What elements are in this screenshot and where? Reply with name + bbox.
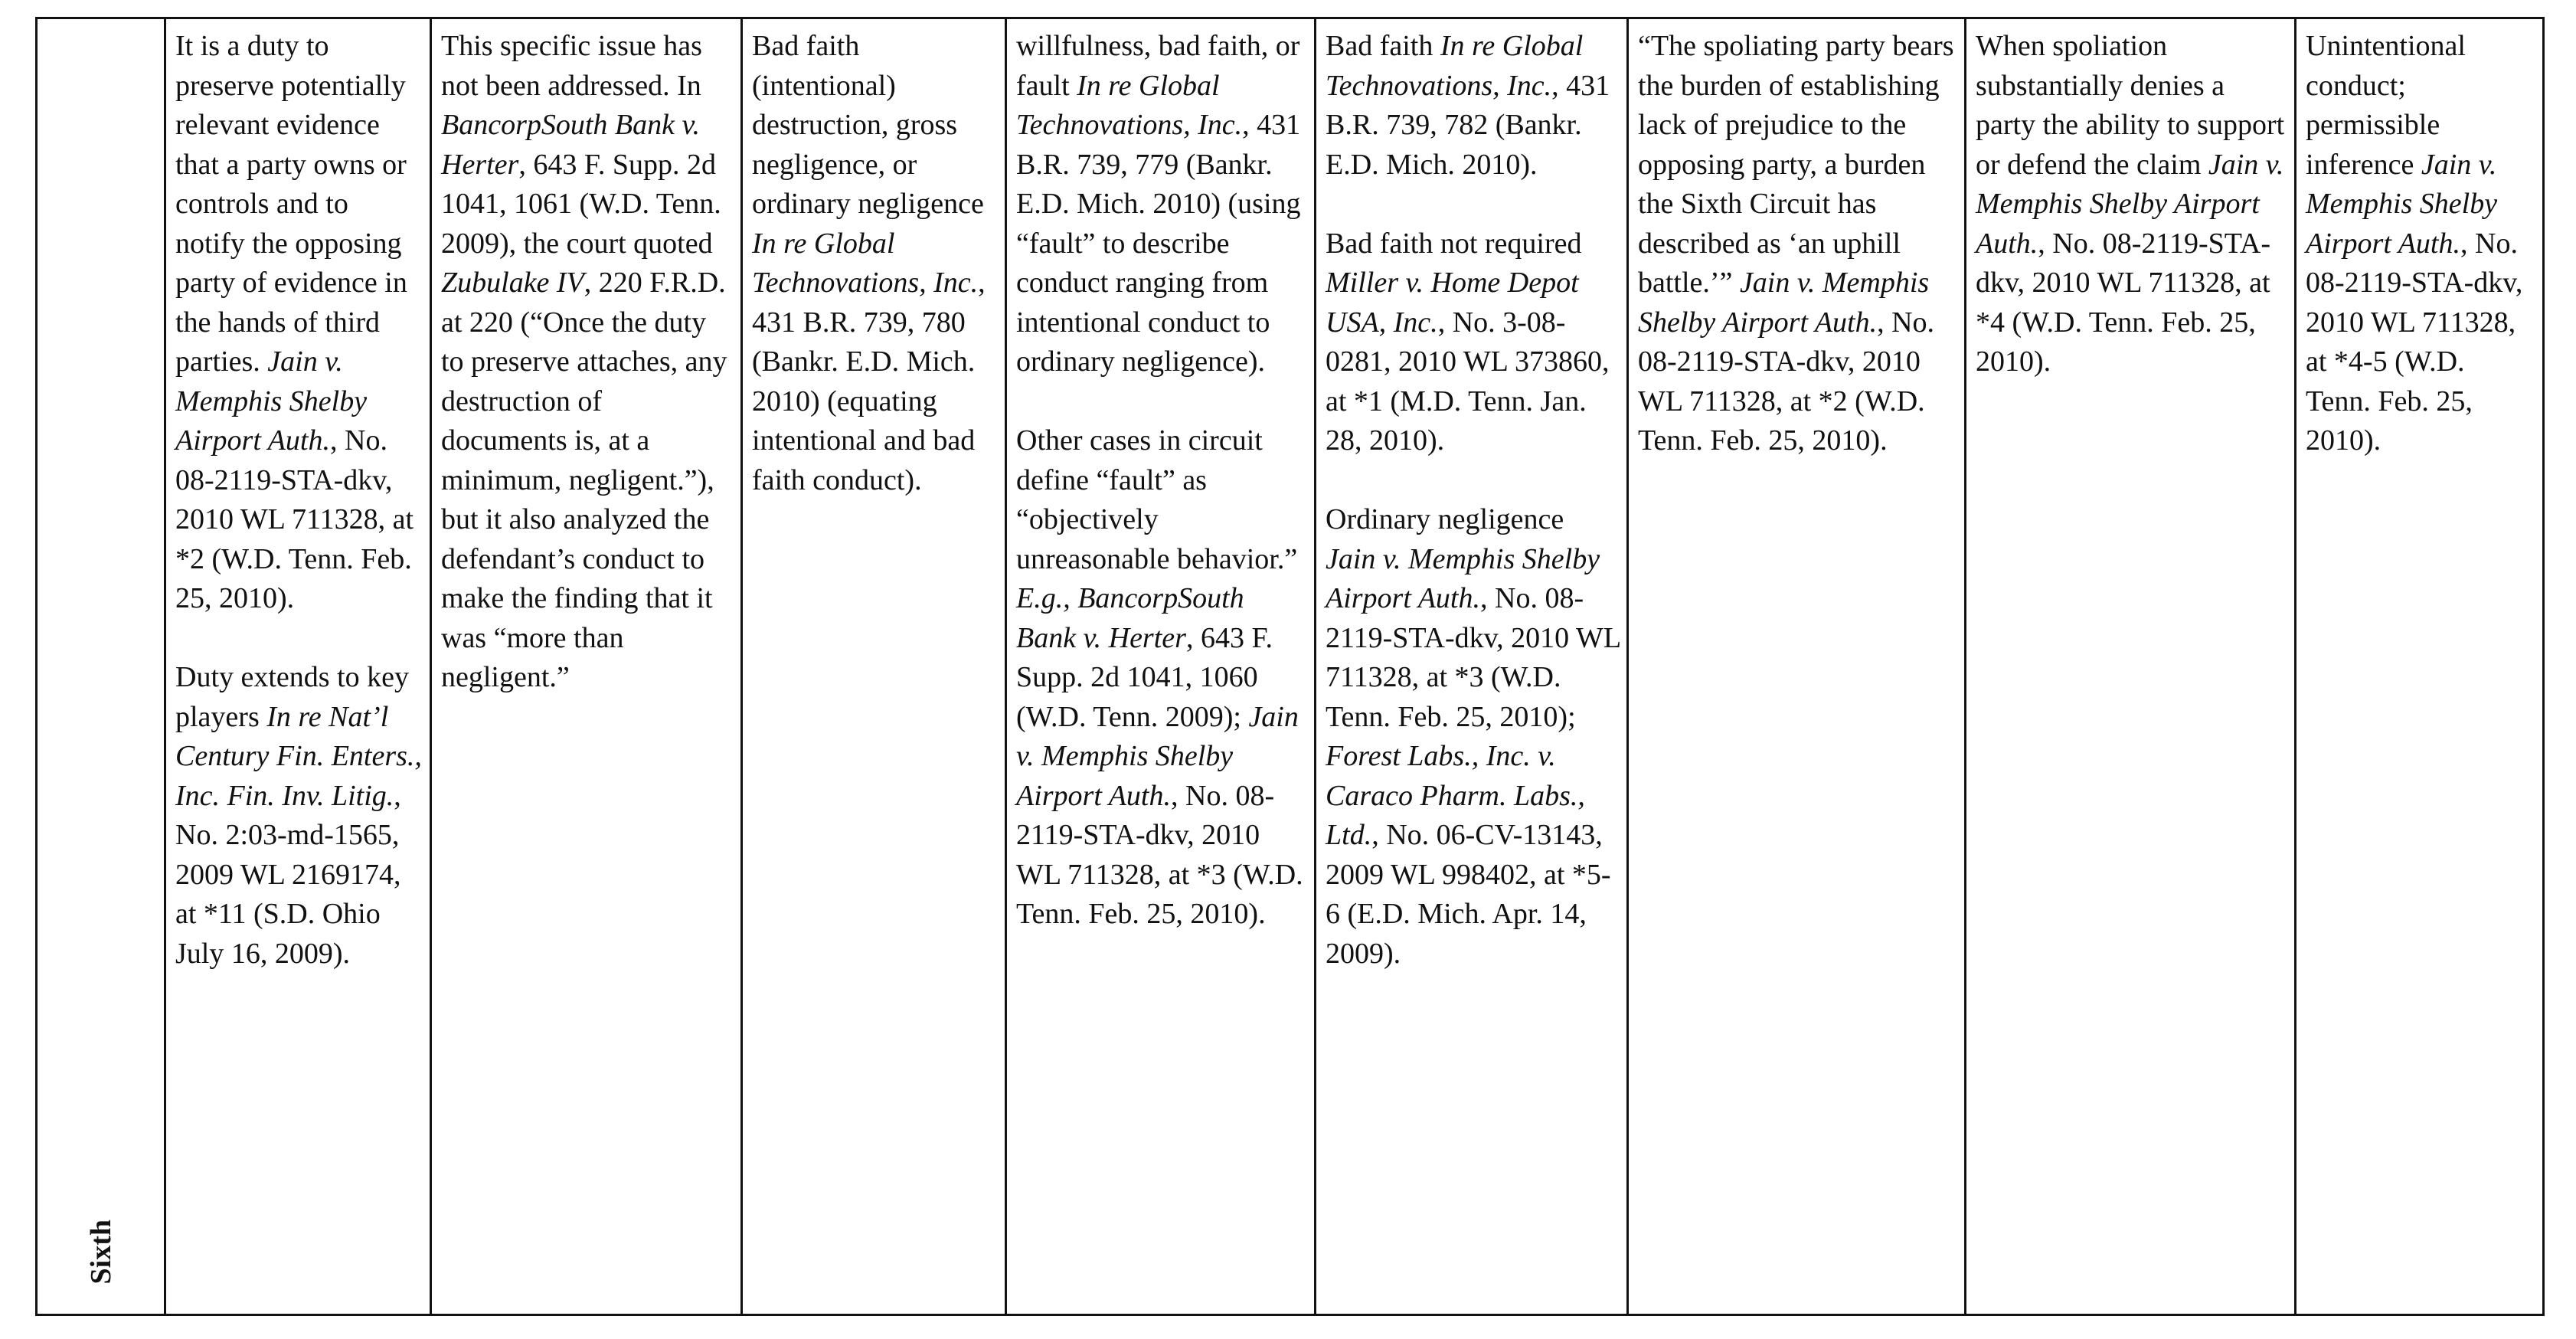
case-citation-name: BancorpSouth Bank v. Herter: [441, 109, 701, 181]
cell-prejudice-burden: [1628, 18, 1966, 1315]
cell-paragraph: [1638, 27, 1958, 461]
case-citation-name: In re Nat’l Century Fin. Enters., Inc. Fin. Inv. Litig.: [175, 700, 422, 812]
text-segment: Bad faith (intentional) destruction, gross negligence, or ordinary negligence: [752, 30, 984, 220]
text-segment: “The spoliating party bears the burden of establishing lack of prejudice to the opposing party, a burden the Sixth Circuit has described as ‘an uphill battle.’”: [1638, 30, 1954, 299]
text-segment: When spoliation substantially denies a party the ability to support or defend the claim: [1976, 30, 2285, 181]
cell-duty-to-preserve: [165, 18, 431, 1315]
circuit-label: Sixth: [84, 1220, 117, 1285]
spoliation-survey-table: [35, 17, 2545, 1316]
text-segment: , No. 2:03-md-1565, 2009 WL 2169174, at *11 (S.D. Ohio July 16, 2009).: [175, 779, 401, 970]
cell-paragraph: [1976, 27, 2288, 382]
cell-paragraph: [1326, 500, 1620, 974]
circuit-cell: [37, 18, 165, 1315]
cell-adverse-inference-culpability: [1316, 18, 1628, 1315]
cell-paragraph: [1016, 27, 1308, 382]
text-segment: Duty extends to key players: [175, 661, 410, 733]
cell-paragraph: [1016, 421, 1308, 935]
case-citation-name: Zubulake IV: [441, 267, 584, 299]
text-segment: , 431 B.R. 739, 782 (Bankr. E.D. Mich. 2010).: [1326, 69, 1610, 181]
case-citation-name: Jain v. Memphis Shelby Airport Auth.: [2306, 148, 2498, 260]
case-citation-name: Miller v. Home Depot USA, Inc.: [1326, 267, 1579, 339]
case-citation-name: Forest Labs., Inc. v. Caraco Pharm. Labs., Ltd.: [1326, 740, 1585, 851]
case-citation-name: Jain v. Memphis Shelby Airport Auth.: [1638, 267, 1930, 339]
cell-unintentional-conduct: [2296, 18, 2544, 1315]
text-segment: , 643 F. Supp. 2d 1041, 1060 (W.D. Tenn. 2009);: [1016, 621, 1273, 733]
text-segment: , No. 08-2119-STA-dkv, 2010 WL 711328, at *2 (W.D. Tenn. Feb. 25, 2010).: [1638, 306, 1935, 457]
text-segment: Bad faith: [1326, 30, 1440, 62]
case-citation-name: Jain v. Memphis Shelby Airport Auth.: [1016, 700, 1299, 812]
text-segment: This specific issue has not been addressed. In: [441, 30, 702, 102]
case-citation-name: Jain v. Memphis Shelby Airport Auth.: [175, 345, 368, 457]
cell-paragraph: [1326, 224, 1620, 461]
cell-paragraph: [1326, 27, 1620, 185]
text-segment: Other cases in circuit define “fault” as “objectively unreasonable behavior.”: [1016, 424, 1298, 575]
case-citation-name: In re Global Technovations, Inc.: [1016, 69, 1243, 141]
cell-scope-of-duty: [431, 18, 742, 1315]
table-row-sixth-circuit: [37, 18, 2544, 1315]
text-segment: Bad faith not required: [1326, 227, 1582, 260]
case-citation-name: In re Global Technovations, Inc.: [1326, 30, 1584, 102]
text-segment: , No. 08-2119-STA-dkv, 2010 WL 711328, at *2 (W.D. Tenn. Feb. 25, 2010).: [175, 424, 414, 614]
text-segment: , No. 08-2119-STA-dkv, 2010 WL 711328, at *4 (W.D. Tenn. Feb. 25, 2010).: [1976, 227, 2271, 378]
text-segment: , No. 08-2119-STA-dkv, 2010 WL 711328, at *3 (W.D. Tenn. Feb. 25, 2010).: [1016, 779, 1303, 930]
cell-paragraph: [2306, 27, 2536, 461]
cell-dismissal-default-culpability: [1006, 18, 1316, 1315]
text-segment: , 643 F. Supp. 2d 1041, 1061 (W.D. Tenn. 2009), the court quoted: [441, 148, 721, 260]
text-segment: , No. 3-08-0281, 2010 WL 373860, at *1 (M.D. Tenn. Jan. 28, 2010).: [1326, 306, 1610, 457]
case-citation-name: Jain v. Memphis Shelby Airport Auth.: [1976, 148, 2284, 260]
text-segment: willfulness, bad faith, or fault: [1016, 30, 1300, 102]
text-segment: , 220 F.R.D. at 220 (“Once the duty to preserve attaches, any destruction of documents is, at a minimum, negligent.”), but it also analyzed the defendant’s conduct to make the finding that it was “more than negligent.”: [441, 267, 727, 693]
text-segment: It is a duty to preserve potentially relevant evidence that a party owns or controls and to notify the opposing party of evidence in the hands of third parties.: [175, 30, 407, 378]
cell-paragraph: [752, 27, 999, 500]
cell-paragraph: [175, 658, 423, 974]
text-segment: , 431 B.R. 739, 779 (Bankr. E.D. Mich. 2010) (using “fault” to describe conduct ranging from intentional conduct to ordinary negligence).: [1016, 109, 1301, 378]
text-segment: , No. 08-2119-STA-dkv, 2010 WL 711328, at *3 (W.D. Tenn. Feb. 25, 2010);: [1326, 582, 1620, 733]
text-segment: , No. 08-2119-STA-dkv, 2010 WL 711328, at *4-5 (W.D. Tenn. Feb. 25, 2010).: [2306, 227, 2523, 457]
case-citation-name: Jain v. Memphis Shelby Airport Auth.: [1326, 542, 1600, 614]
case-citation-name: In re Global Technovations, Inc.: [752, 227, 979, 299]
case-citation-name: E.g., BancorpSouth Bank v. Herter: [1016, 582, 1244, 654]
text-segment: , No. 06-CV-13143, 2009 WL 998402, at *5-6 (E.D. Mich. Apr. 14, 2009).: [1326, 819, 1611, 970]
text-segment: , 431 B.R. 739, 780 (Bankr. E.D. Mich. 2010) (equating intentional and bad faith conduct).: [752, 267, 986, 496]
cell-paragraph: [175, 27, 423, 619]
text-segment: Unintentional conduct; permissible inference: [2306, 30, 2466, 181]
cell-paragraph: [441, 27, 734, 698]
cell-prejudice-standard: [1966, 18, 2296, 1315]
text-segment: Ordinary negligence: [1326, 503, 1564, 535]
cell-culpability-standard: [742, 18, 1006, 1315]
